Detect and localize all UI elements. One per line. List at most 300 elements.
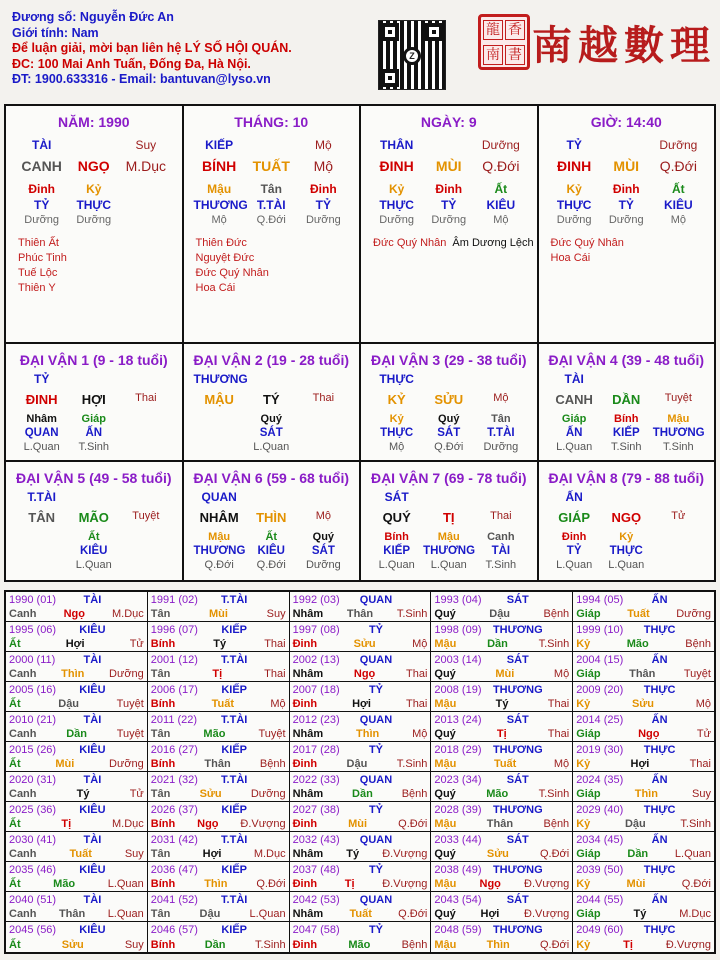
year-pillar <box>434 848 569 860</box>
year-label: 2035 (46) <box>9 864 57 876</box>
year-god: KIẾP <box>221 684 248 696</box>
year-stage: Mộ <box>695 698 711 710</box>
earthly-branch: DẦN <box>612 392 641 407</box>
year-branch: Dậu <box>58 698 80 710</box>
shensha-item: Tuế Lộc <box>18 267 58 279</box>
pillars-row <box>6 106 714 344</box>
year-cell <box>290 802 432 831</box>
year-stem: Nhâm <box>292 788 324 800</box>
year-label: 2000 (11) <box>9 654 56 666</box>
hidden-stages-item: Dưỡng <box>431 214 467 226</box>
year-cell <box>290 922 432 952</box>
year-pillar <box>9 939 144 951</box>
year-cell <box>6 592 148 621</box>
year-god: ẤN <box>651 894 668 906</box>
shensha-item: Phúc Tinh <box>18 252 67 264</box>
year-branch: Tị <box>344 878 355 890</box>
hidden-stages-item: L.Quan <box>378 559 415 571</box>
daivan-god-row <box>539 490 715 504</box>
year-stem: Ất <box>9 878 21 890</box>
year-branch: Hợi <box>202 848 222 860</box>
year-god: TỶ <box>368 864 384 876</box>
hidden-stems <box>184 531 360 543</box>
year-stage: Đ.Vượng <box>382 848 428 860</box>
year-god: QUAN <box>359 894 393 906</box>
hidden-stages-item <box>194 441 245 453</box>
heavenly-stem: GIÁP <box>558 510 591 525</box>
year-stem: Canh <box>9 848 37 860</box>
year-stage: Bệnh <box>401 788 428 800</box>
year-branch: Thìn <box>634 788 658 800</box>
spacer <box>246 138 297 152</box>
year-god: T.TÀI <box>221 594 248 606</box>
year-label: 2033 (44) <box>434 834 482 846</box>
year-pillar <box>434 668 569 680</box>
hidden-stems-item: Canh <box>487 531 515 543</box>
hidden-gods <box>539 545 715 557</box>
year-stage: T.Sinh <box>396 608 428 620</box>
hidden-gods-item <box>298 427 349 439</box>
year-stem: Đinh <box>292 698 318 710</box>
hidden-stages-item <box>120 214 171 226</box>
owner-name: Đương số: Nguyễn Đức An <box>12 10 174 24</box>
year-pillar <box>151 698 286 710</box>
year-cell <box>431 892 573 921</box>
year-label: 2034 (45) <box>576 834 624 846</box>
hidden-stages-item: Dưỡng <box>305 214 341 226</box>
year-branch: Thân <box>204 758 231 770</box>
hidden-stages <box>361 559 537 571</box>
year-pillar <box>576 788 711 800</box>
year-branch: Tý <box>76 788 90 800</box>
year-label: 2038 (49) <box>434 864 482 876</box>
year-cell <box>431 802 573 831</box>
year-stage: Tử <box>129 788 144 800</box>
hidden-gods-item: TỶ <box>441 198 457 212</box>
year-branch: Sửu <box>61 939 84 951</box>
hidden-stages-item: L.Quan <box>23 441 60 453</box>
year-cell <box>290 772 432 801</box>
pillar-stem-row <box>539 158 715 174</box>
year-pillar <box>151 939 286 951</box>
year-stage: Thai <box>264 638 286 650</box>
year-pillar <box>576 908 711 920</box>
year-pillar <box>576 939 711 951</box>
year-god: THỰC <box>643 924 676 936</box>
year-stem: Mậu <box>434 698 457 710</box>
hidden-stems-item: Giáp <box>81 413 106 425</box>
hidden-gods <box>184 427 360 439</box>
hidden-stems <box>539 413 715 425</box>
year-cell <box>431 622 573 651</box>
year-branch: Dần <box>204 939 226 951</box>
year-pillar <box>293 788 428 800</box>
year-god: THỰC <box>643 624 676 636</box>
earthly-branch: SỬU <box>434 392 464 407</box>
stage: Thai <box>312 392 335 404</box>
year-stem: Mậu <box>434 638 457 650</box>
hidden-stems-item: Đinh <box>310 182 337 196</box>
daivan-title: ĐẠI VẬN 4 (39 - 48 tuổi) <box>548 352 705 368</box>
year-cell <box>148 742 290 771</box>
daivan-4 <box>539 344 715 460</box>
year-god: TÀI <box>83 834 102 846</box>
year-stage: M.Dục <box>112 818 144 830</box>
earthly-branch: HỢI <box>81 392 106 407</box>
year-god: TÀI <box>83 594 102 606</box>
year-branch: Tị <box>496 728 507 740</box>
daivan-stem-row <box>6 510 182 525</box>
year-god: KIÊU <box>79 684 106 696</box>
year-stem: Giáp <box>576 908 601 920</box>
year-branch: Ngọ <box>479 878 501 890</box>
year-stem: Mậu <box>434 818 457 830</box>
year-grid <box>4 590 716 954</box>
year-cell <box>6 682 148 711</box>
year-stage: Đ.Vượng <box>665 939 711 951</box>
year-cell <box>148 832 290 861</box>
year-label: 2039 (50) <box>576 864 624 876</box>
year-branch: Sửu <box>631 698 654 710</box>
pillar-god-row <box>6 138 182 152</box>
year-god: KIẾP <box>221 924 248 936</box>
year-pillar <box>293 848 428 860</box>
year-god: TÀI <box>83 714 102 726</box>
year-god: SÁT <box>506 714 529 726</box>
year-god: THỰC <box>643 864 676 876</box>
year-pillar <box>151 758 286 770</box>
year-stem: Mậu <box>434 758 457 770</box>
hidden-stems-item: Kỷ <box>619 531 634 543</box>
hidden-gods-item <box>120 545 171 557</box>
year-cell <box>148 682 290 711</box>
hidden-stems-item: Mậu <box>207 182 232 196</box>
year-pillar <box>434 638 569 650</box>
hidden-gods <box>539 427 715 439</box>
heavenly-stem: BÍNH <box>202 158 237 174</box>
year-stage: Q.Đới <box>398 818 428 830</box>
daivan-title: ĐẠI VẬN 5 (49 - 58 tuổi) <box>15 470 172 486</box>
year-god: TỶ <box>368 804 384 816</box>
earthly-branch: MÙI <box>613 158 640 174</box>
year-stem: Giáp <box>576 728 601 740</box>
year-branch: Tuất <box>69 848 92 860</box>
hidden-gods-item: KIÊU <box>257 545 285 557</box>
year-label: 2012 (23) <box>292 714 340 726</box>
heavenly-stem: ĐINH <box>25 392 58 407</box>
ten-god: QUAN <box>201 490 237 504</box>
year-stage: L.Quan <box>674 848 711 860</box>
year-label: 2005 (16) <box>9 684 57 696</box>
hidden-stems-item: Bính <box>614 413 639 425</box>
year-label: 2018 (29) <box>434 744 482 756</box>
hidden-stages-item: Dưỡng <box>608 214 644 226</box>
year-pillar <box>9 908 144 920</box>
shensha-item: Âm Dương Lệch <box>452 237 534 249</box>
hidden-stages <box>184 559 360 571</box>
year-pillar <box>576 848 711 860</box>
year-stem: Ất <box>9 638 21 650</box>
year-branch: Hợi <box>65 638 85 650</box>
year-label: 2025 (36) <box>9 804 57 816</box>
hidden-gods-item: TỶ <box>618 198 634 212</box>
pillar-stem-row <box>361 158 537 174</box>
year-stem: Tân <box>150 788 171 800</box>
year-label: 1994 (05) <box>576 594 624 606</box>
earthly-branch: NGỌ <box>77 158 110 174</box>
hidden-gods-item: SÁT <box>437 427 461 439</box>
ten-god: KIẾP <box>205 138 234 152</box>
year-god: ẤN <box>651 654 668 666</box>
year-branch: Tuất <box>627 608 650 620</box>
year-pillar <box>434 939 569 951</box>
year-pillar <box>151 848 286 860</box>
hidden-stems-item: Tân <box>260 182 282 196</box>
year-stem: Đinh <box>292 758 318 770</box>
shensha-list <box>539 236 715 266</box>
year-pillar <box>293 698 428 710</box>
pillar-god-row <box>184 138 360 152</box>
year-god: SÁT <box>506 594 529 606</box>
year-label: 2016 (27) <box>150 744 198 756</box>
heavenly-stem: KỶ <box>387 392 406 407</box>
year-row <box>6 772 714 802</box>
year-cell <box>573 772 714 801</box>
year-label: 2032 (43) <box>292 834 340 846</box>
hidden-gods-item: KIÊU <box>486 198 516 212</box>
year-stem: Kỷ <box>576 818 591 830</box>
life-stage: Dưỡng <box>481 138 520 152</box>
pillar-title: NGÀY: 9 <box>420 114 477 130</box>
hidden-stems <box>6 413 182 425</box>
year-god: THƯƠNG <box>492 684 543 696</box>
year-god: QUAN <box>359 834 393 846</box>
year-pillar <box>434 728 569 740</box>
heavenly-stem: CANH <box>555 392 593 407</box>
daivan-stem-row <box>539 510 715 525</box>
year-label: 2048 (59) <box>434 924 482 936</box>
year-stem: Canh <box>9 788 37 800</box>
hidden-gods-item <box>16 545 67 557</box>
hidden-stems-item <box>653 531 704 543</box>
year-cell <box>6 862 148 891</box>
year-cell <box>573 832 714 861</box>
year-god: KIẾP <box>221 624 248 636</box>
contact-line: Để luận giải, mời bạn liên hệ LÝ SỐ HỘI QUÁN. <box>12 41 292 55</box>
year-god: SÁT <box>506 894 529 906</box>
ten-god: TỶ <box>33 372 50 386</box>
ten-god: T.TÀI <box>27 490 56 504</box>
year-stage: M.Dục <box>679 908 711 920</box>
hidden-stems <box>539 531 715 543</box>
year-stage: Thai <box>547 698 570 710</box>
year-branch: Mão <box>203 728 226 740</box>
year-cell <box>148 712 290 741</box>
year-stage: Đ.Vượng <box>524 878 570 890</box>
year-stem: Ất <box>9 939 21 951</box>
hidden-gods-item: T.TÀI <box>487 427 515 439</box>
year-pillar <box>9 878 144 890</box>
year-pillar <box>293 728 428 740</box>
year-stage: Tuyệt <box>683 668 711 680</box>
shensha-item: Thiên Đức <box>195 237 247 249</box>
hidden-gods-item: THƯƠNG <box>193 545 246 557</box>
hidden-stems-item: Kỷ <box>86 182 102 196</box>
year-god: SÁT <box>506 774 529 786</box>
chart-grid <box>4 104 716 582</box>
year-pillar <box>434 608 569 620</box>
hidden-stages <box>539 214 715 226</box>
year-pillar <box>9 758 144 770</box>
year-god: ẤN <box>651 714 668 726</box>
hidden-stages <box>6 441 182 453</box>
year-stem: Quý <box>434 728 456 740</box>
year-stem: Canh <box>9 728 37 740</box>
ten-god: THƯƠNG <box>193 372 248 386</box>
year-branch: Thân <box>629 668 656 680</box>
year-stage: Thai <box>405 698 428 710</box>
year-stage: Dưỡng <box>109 668 144 680</box>
year-pillar <box>434 758 569 770</box>
year-stage: Mộ <box>412 728 428 740</box>
hidden-stems-item <box>120 413 171 425</box>
stage: Tử <box>671 510 686 522</box>
year-god: SÁT <box>506 834 529 846</box>
spacer <box>68 138 119 152</box>
pillar-god-row <box>361 138 537 152</box>
hidden-stages <box>361 214 537 226</box>
year-stem: Tân <box>150 908 171 920</box>
year-stage: Thai <box>405 668 428 680</box>
year-cell <box>573 802 714 831</box>
year-label: 1993 (04) <box>434 594 482 606</box>
life-stage: Mộ <box>315 138 332 152</box>
shensha-item: Nguyệt Đức <box>195 252 255 264</box>
stage: Mộ <box>315 510 331 522</box>
hidden-gods-item: TÀI <box>491 545 511 557</box>
hidden-stems-item: Ất <box>87 531 100 543</box>
year-stem: Kỷ <box>576 698 591 710</box>
daivan-title: ĐẠI VẬN 2 (19 - 28 tuổi) <box>193 352 350 368</box>
year-label: 2006 (17) <box>150 684 198 696</box>
stage: Mộ <box>493 392 509 404</box>
daivan-stem-row <box>184 392 360 407</box>
year-branch: Sửu <box>199 788 222 800</box>
year-label: 2027 (38) <box>292 804 340 816</box>
year-stage: Mộ <box>553 758 570 770</box>
hidden-gods-item <box>120 427 171 439</box>
year-stem: Tân <box>150 668 171 680</box>
year-god: KIẾP <box>221 744 248 756</box>
year-label: 2007 (18) <box>292 684 340 696</box>
year-stem: Quý <box>434 848 456 860</box>
hidden-stages-item: Mộ <box>389 441 405 453</box>
year-god: ẤN <box>651 774 668 786</box>
year-stem: Mậu <box>434 939 457 951</box>
year-god: QUAN <box>359 654 393 666</box>
daivan-row-2 <box>6 462 714 580</box>
year-stem: Tân <box>150 848 171 860</box>
hidden-stages-item: L.Quan <box>556 559 593 571</box>
year-label: 2047 (58) <box>292 924 340 936</box>
year-pillar <box>9 608 144 620</box>
year-stage: Q.Đới <box>256 878 286 890</box>
year-god: TÀI <box>83 654 102 666</box>
year-label: 1999 (10) <box>576 624 624 636</box>
shensha-item: Thiên Ất <box>18 237 59 249</box>
year-stem: Bính <box>150 818 176 830</box>
year-stem: Bính <box>150 939 176 951</box>
year-label: 2014 (25) <box>576 714 624 726</box>
year-branch: Hợi <box>630 758 650 770</box>
shensha-item: Hoa Cái <box>195 282 236 294</box>
year-stem: Canh <box>9 608 37 620</box>
ten-god: THÂN <box>379 138 414 152</box>
hidden-stems-item: Kỷ <box>388 182 405 196</box>
hidden-stages-item: Mộ <box>211 214 227 226</box>
hidden-gods <box>361 198 537 212</box>
year-god: TỶ <box>368 624 384 636</box>
year-stage: Suy <box>266 608 286 620</box>
year-cell <box>431 832 573 861</box>
header-info <box>12 10 292 88</box>
year-branch: Mão <box>53 878 76 890</box>
year-stage: Đ.Vượng <box>524 908 570 920</box>
year-branch: Mùi <box>626 878 646 890</box>
year-stage: Mộ <box>412 638 428 650</box>
year-branch: Thìn <box>486 939 510 951</box>
hidden-gods-item: THỰC <box>76 198 112 212</box>
year-pillar <box>576 608 711 620</box>
hidden-gods-item: THỰC <box>380 427 414 439</box>
year-pillar <box>293 668 428 680</box>
year-row <box>6 922 714 952</box>
hidden-stems <box>184 182 360 196</box>
year-stage: Đ.Vượng <box>382 878 428 890</box>
year-stage: Tuyệt <box>258 728 286 740</box>
year-cell <box>148 622 290 651</box>
heavenly-stem: TÂN <box>28 510 56 525</box>
year-branch: Thìn <box>356 728 380 740</box>
hidden-gods-item: SÁT <box>311 545 335 557</box>
year-branch: Mão <box>626 638 649 650</box>
year-cell <box>573 862 714 891</box>
earthly-branch: NGỌ <box>611 510 642 525</box>
hidden-gods-item: KIẾP <box>612 427 640 439</box>
year-branch: Tị <box>212 668 223 680</box>
year-pillar <box>576 668 711 680</box>
year-stage: Tử <box>129 638 144 650</box>
year-god: THƯƠNG <box>492 804 543 816</box>
pillar-hour <box>539 106 715 342</box>
hidden-stages-item: T.Sinh <box>610 441 642 453</box>
shensha-item: Đức Quý Nhân <box>195 267 269 279</box>
year-label: 2010 (21) <box>9 714 57 726</box>
year-pillar <box>151 608 286 620</box>
year-cell <box>6 772 148 801</box>
year-god: KIẾP <box>221 804 248 816</box>
year-row <box>6 862 714 892</box>
year-pillar <box>434 818 569 830</box>
year-branch: Tý <box>633 908 647 920</box>
hidden-stems-item: Kỷ <box>389 413 404 425</box>
year-cell <box>573 712 714 741</box>
hidden-stems-item <box>120 531 171 543</box>
hidden-stages-item <box>298 441 349 453</box>
year-stage: Q.Đới <box>539 848 570 860</box>
shensha-item: Đức Quý Nhân <box>550 237 624 249</box>
year-stem: Tân <box>150 608 171 620</box>
